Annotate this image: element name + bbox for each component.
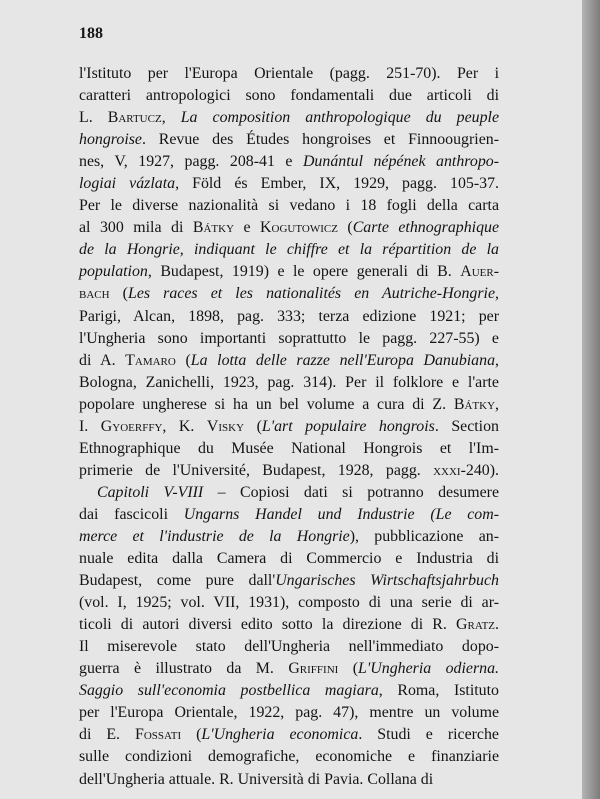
text-segment: l'Ungheria sono importanti soprattutto le pagg. 227-55) e	[79, 329, 499, 347]
text-segment: logiai vázlata	[79, 175, 176, 193]
text-segment: (	[338, 660, 359, 678]
text-line	[79, 306, 499, 328]
text-line	[79, 702, 499, 724]
text-line	[79, 85, 499, 107]
text-segment: ,	[495, 351, 499, 369]
text-segment: (	[109, 285, 128, 303]
text-line	[79, 350, 499, 372]
text-segment: dai fascicoli	[79, 505, 184, 523]
text-segment: Auer-	[460, 263, 499, 281]
text-line	[79, 746, 499, 768]
text-segment: -240).	[460, 461, 499, 479]
text-segment: (	[244, 417, 262, 435]
text-segment: merce et l'industrie de la Hongrie	[79, 527, 350, 545]
text-segment: per l'Europa Orientale, 1922, pag. 47), mentre un volume	[79, 704, 499, 722]
text-line	[79, 724, 499, 746]
text-segment: Visky	[206, 417, 245, 435]
text-line	[79, 570, 499, 592]
text-segment: Dunántul népének anthropo-	[302, 153, 500, 171]
text-segment: Les races et les nationalités en Autriche-Hongrie	[127, 285, 496, 303]
text-segment: Ungarisches Wirtschaftsjahrbuch	[275, 572, 499, 590]
text-segment: , Roma, Istituto	[378, 682, 499, 700]
text-segment: Bartucz	[107, 109, 162, 127]
text-line	[79, 195, 499, 217]
text-line	[79, 129, 499, 151]
text-line	[79, 482, 499, 504]
text-segment: e	[234, 219, 261, 237]
text-segment: . Revue des Études hongroises et Finnoougrien-	[141, 131, 499, 149]
text-segment: ,	[495, 285, 500, 303]
text-segment: , K.	[162, 417, 207, 435]
text-segment: l'Istituto per l'Europa Orientale (pagg. 251-70). Per i	[79, 65, 499, 82]
text-line	[79, 239, 499, 261]
text-segment: Capitoli V-VIII	[97, 483, 204, 501]
text-line	[79, 394, 499, 416]
text-line	[79, 261, 499, 283]
text-segment: Budapest, come pure dall'	[79, 572, 276, 590]
text-segment: Kogutowicz	[260, 219, 338, 237]
text-segment: al 300 mila di	[79, 219, 193, 237]
text-segment: Fossati	[134, 726, 182, 744]
text-segment: La composition anthropologique du peuple	[180, 109, 499, 127]
text-line	[79, 151, 499, 173]
text-line	[79, 217, 499, 239]
text-segment: (vol. I, 1925; vol. VII, 1931), composto di una serie di ar-	[79, 594, 499, 612]
text-segment: ,	[161, 109, 181, 127]
text-segment: L.	[79, 109, 108, 127]
text-segment: , Föld és Ember, IX, 1929, pagg. 105-37.	[175, 175, 499, 193]
text-segment: ticoli di autori diversi edito sotto la direzione di R.	[79, 616, 457, 634]
body-text	[79, 63, 499, 791]
text-segment: . Studi e ricerche	[358, 726, 499, 744]
text-segment: Gratz	[456, 616, 496, 634]
text-segment: caratteri antropologici sono fondamentali due articoli di	[79, 87, 499, 105]
text-segment: ), pubblicazione an-	[349, 527, 499, 545]
text-line	[79, 680, 499, 702]
text-segment: (	[175, 351, 191, 369]
text-segment: L'art populaire hongrois	[261, 417, 435, 435]
text-segment: La lotta delle razze nell'Europa Danubiana	[190, 351, 496, 369]
text-line	[79, 328, 499, 350]
text-segment: Bologna, Zanichelli, 1923, pag. 314). Per il folklore e l'arte	[79, 373, 499, 391]
text-segment: ,	[495, 395, 499, 413]
text-segment: Ungarns Handel und Industrie (Le com-	[183, 505, 500, 523]
page-edge-shadow	[582, 0, 600, 799]
text-segment: population	[79, 263, 148, 281]
text-segment: de la Hongrie, indiquant le chiffre et la répartition de la	[79, 241, 499, 259]
text-line	[79, 372, 499, 394]
text-segment: Griffini	[288, 660, 339, 678]
text-segment: Parigi, Alcan, 1898, pag. 333; terza edizione 1921; per	[79, 307, 499, 325]
text-segment: (	[337, 219, 353, 237]
text-segment: nuale edita dalla Camera di Commercio e Industria di	[79, 550, 499, 568]
text-line	[79, 283, 499, 305]
text-segment: , Budapest, 1919) e le opere generali di B.	[147, 263, 461, 281]
text-segment: (	[181, 726, 202, 744]
text-segment: Bátky	[192, 219, 235, 237]
text-line	[79, 173, 499, 195]
text-segment: Ethnographique du Musée National Hongrois et l'Im-	[79, 439, 499, 457]
text-line	[79, 460, 499, 482]
text-line	[79, 548, 499, 570]
text-line	[79, 614, 499, 636]
text-segment: L'Ungheria odierna.	[358, 660, 500, 678]
text-segment: . Section	[434, 417, 499, 435]
text-segment: Il miserevole stato dell'Ungheria nell'immediato dopo-	[79, 638, 499, 656]
page-number: 188	[79, 25, 103, 42]
text-line	[79, 504, 499, 526]
text-segment: nes, V, 1927, pagg. 208-41 e	[79, 153, 303, 171]
text-segment: popolare ungherese si ha un bel volume a cura di Z.	[79, 395, 454, 413]
text-segment: xxxi	[433, 461, 461, 479]
text-line	[79, 592, 499, 614]
text-segment: bach	[79, 285, 110, 303]
text-segment: Saggio sull'economia postbellica magiara	[79, 682, 379, 700]
text-segment: I.	[79, 417, 101, 435]
text-segment: hongroise	[79, 131, 142, 149]
text-line	[79, 769, 499, 791]
text-segment: Carte ethnographique	[352, 219, 500, 237]
text-segment: di E.	[79, 726, 135, 744]
text-segment: – Copiosi dati si potranno desumere	[203, 483, 499, 501]
text-segment: guerra è illustrato da M.	[79, 660, 289, 678]
text-segment: L'Ungheria economica	[201, 726, 359, 744]
text-line	[79, 416, 499, 438]
text-line	[79, 107, 499, 129]
text-line	[79, 526, 499, 548]
text-segment: sulle condizioni demografiche, economiche e finanziarie	[79, 748, 499, 766]
text-segment: Tamaro	[125, 351, 176, 369]
text-segment: Gyoerffy	[100, 417, 163, 435]
text-segment: primerie de l'Université, Budapest, 1928, pagg.	[79, 461, 434, 479]
text-segment: di A.	[79, 351, 126, 369]
text-line	[79, 63, 499, 85]
text-segment: .	[495, 616, 499, 634]
text-segment: Per le diverse nazionalità si vedano i 18 fogli della carta	[79, 197, 499, 215]
text-segment: dell'Ungheria attuale. R. Università di Pavia. Collana di	[79, 770, 434, 788]
text-segment: Bátky	[453, 395, 496, 413]
text-line	[79, 658, 499, 680]
text-line	[79, 636, 499, 658]
text-line	[79, 438, 499, 460]
